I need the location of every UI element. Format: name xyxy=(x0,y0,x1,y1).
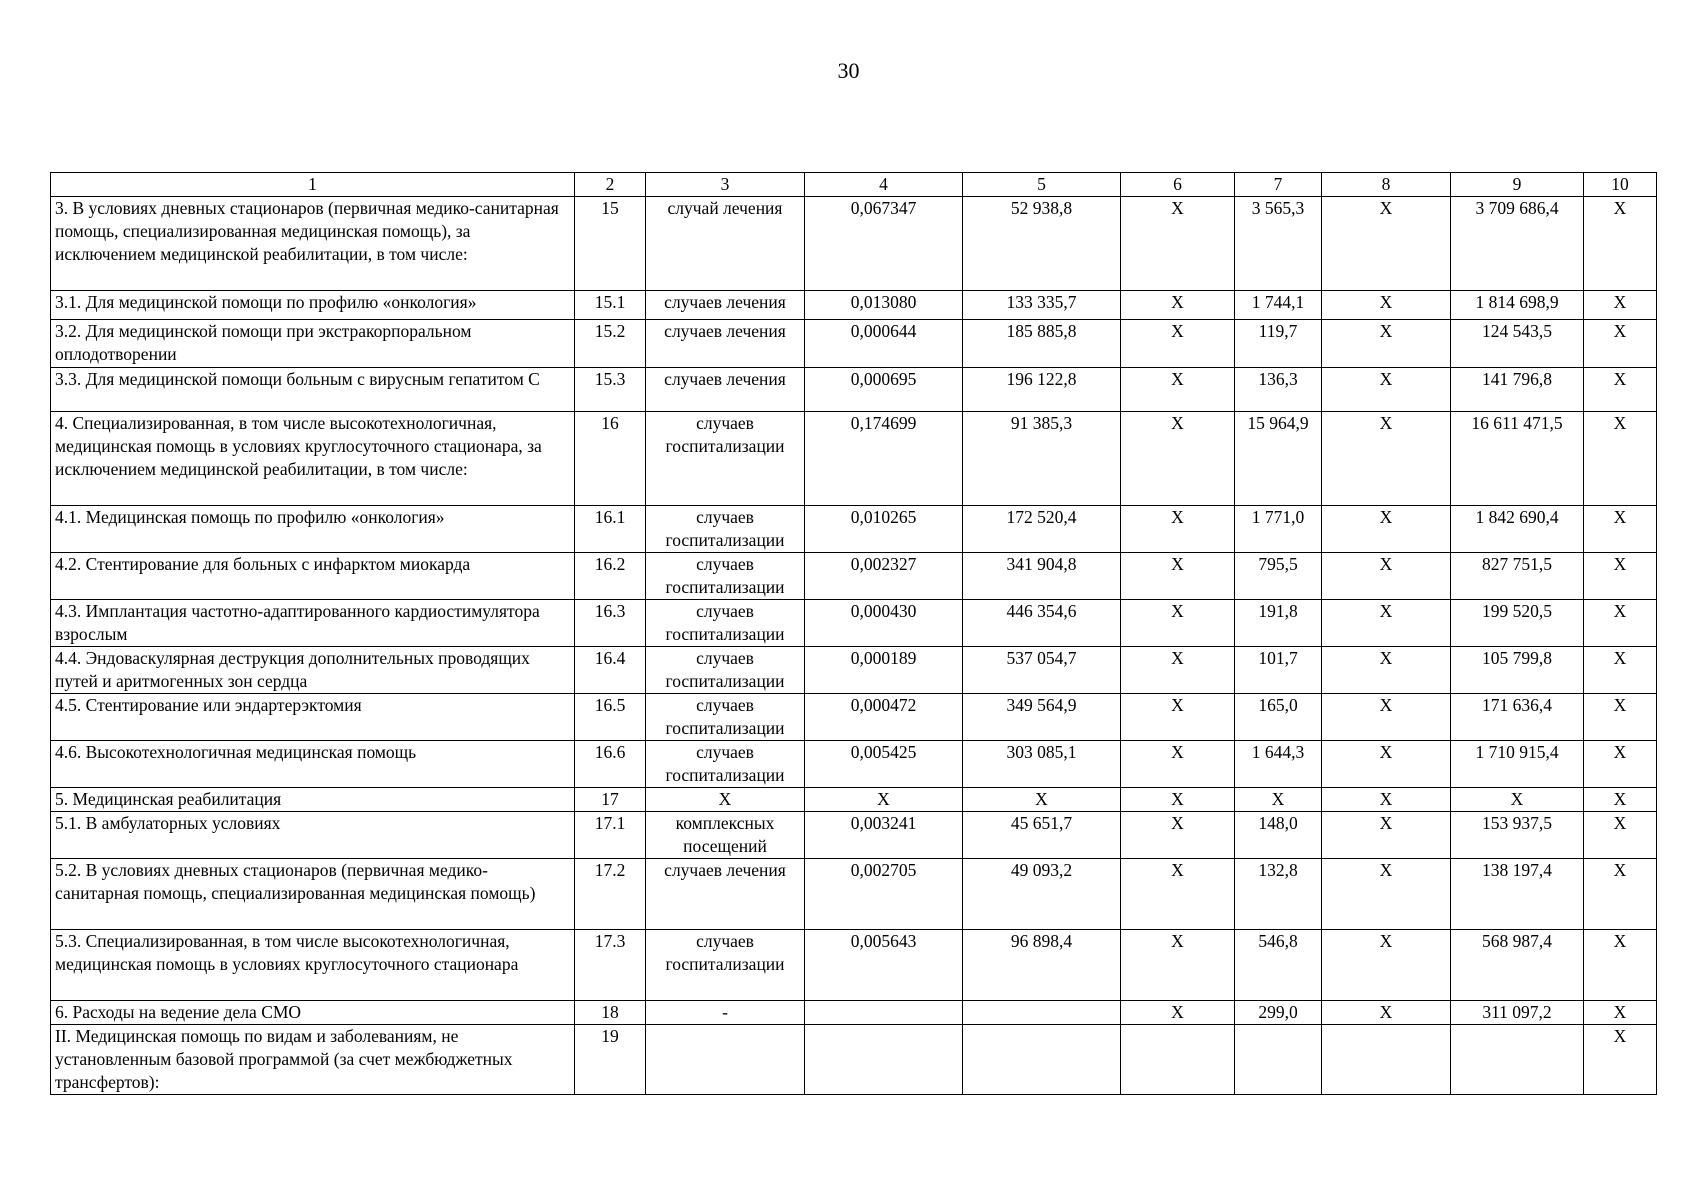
table-row xyxy=(51,600,1657,647)
row-col7-cell: 136,3 xyxy=(1235,368,1322,412)
row-name-cell: 4.5. Стентирование или эндартерэктомия xyxy=(51,694,575,741)
row-unit-cell: случаев лечения xyxy=(646,320,805,368)
row-col10-cell: Х xyxy=(1584,197,1657,291)
row-col4-cell: 0,003241 xyxy=(805,812,963,859)
row-col4-cell: 0,002705 xyxy=(805,859,963,930)
row-col9-cell: 311 097,2 xyxy=(1451,1001,1584,1025)
row-col8-cell: Х xyxy=(1322,1001,1451,1025)
row-unit-cell: случаев госпитализации xyxy=(646,647,805,694)
row-col6-cell: Х xyxy=(1121,320,1235,368)
row-col7-cell: Х xyxy=(1235,788,1322,812)
row-col5-cell: 537 054,7 xyxy=(963,647,1121,694)
row-col5-cell: 185 885,8 xyxy=(963,320,1121,368)
row-col7-cell: 148,0 xyxy=(1235,812,1322,859)
row-col8-cell: Х xyxy=(1322,812,1451,859)
row-col8-cell: Х xyxy=(1322,741,1451,788)
row-name-cell: 5.3. Специализированная, в том числе высокотехнологичная, медицинская помощь в условиях круглосуточного стационара xyxy=(51,930,575,1001)
row-col10-cell: Х xyxy=(1584,647,1657,694)
row-unit-cell xyxy=(646,1025,805,1095)
row-col9-cell: 1 710 915,4 xyxy=(1451,741,1584,788)
column-header: 6 xyxy=(1121,173,1235,197)
row-col10-cell: Х xyxy=(1584,368,1657,412)
row-code-cell: 17.3 xyxy=(575,930,646,1001)
row-col9-cell: 124 543,5 xyxy=(1451,320,1584,368)
row-col7-cell: 191,8 xyxy=(1235,600,1322,647)
row-col9-cell: 827 751,5 xyxy=(1451,553,1584,600)
row-col5-cell: 446 354,6 xyxy=(963,600,1121,647)
row-col4-cell: 0,013080 xyxy=(805,291,963,320)
row-col9-cell: 1 842 690,4 xyxy=(1451,506,1584,553)
row-col6-cell: Х xyxy=(1121,600,1235,647)
row-col8-cell: Х xyxy=(1322,647,1451,694)
row-col6-cell: Х xyxy=(1121,197,1235,291)
row-col4-cell xyxy=(805,1025,963,1095)
row-col9-cell: 138 197,4 xyxy=(1451,859,1584,930)
row-unit-cell: случаев госпитализации xyxy=(646,553,805,600)
row-col7-cell: 3 565,3 xyxy=(1235,197,1322,291)
row-col10-cell: Х xyxy=(1584,788,1657,812)
row-code-cell: 15.2 xyxy=(575,320,646,368)
row-name-cell: 4.1. Медицинская помощь по профилю «онкология» xyxy=(51,506,575,553)
row-col10-cell: Х xyxy=(1584,412,1657,506)
row-unit-cell: случаев госпитализации xyxy=(646,741,805,788)
row-col4-cell: 0,000695 xyxy=(805,368,963,412)
row-name-cell: 4.3. Имплантация частотно-адаптированного кардиостимулятора взрослым xyxy=(51,600,575,647)
row-col7-cell: 1 644,3 xyxy=(1235,741,1322,788)
row-col6-cell: Х xyxy=(1121,553,1235,600)
page-number: 30 xyxy=(837,58,860,83)
row-name-cell: 6. Расходы на ведение дела СМО xyxy=(51,1001,575,1025)
row-col5-cell: 341 904,8 xyxy=(963,553,1121,600)
row-unit-cell: - xyxy=(646,1001,805,1025)
column-header: 9 xyxy=(1451,173,1584,197)
row-col8-cell: Х xyxy=(1322,788,1451,812)
row-col5-cell: 349 564,9 xyxy=(963,694,1121,741)
row-col4-cell: 0,000430 xyxy=(805,600,963,647)
row-col7-cell: 546,8 xyxy=(1235,930,1322,1001)
row-col9-cell: 105 799,8 xyxy=(1451,647,1584,694)
row-unit-cell: случаев госпитализации xyxy=(646,694,805,741)
row-col5-cell: 172 520,4 xyxy=(963,506,1121,553)
header-row xyxy=(51,173,1657,197)
row-col4-cell: 0,000189 xyxy=(805,647,963,694)
row-code-cell: 17 xyxy=(575,788,646,812)
row-col8-cell: Х xyxy=(1322,197,1451,291)
row-col10-cell: Х xyxy=(1584,291,1657,320)
row-col7-cell: 101,7 xyxy=(1235,647,1322,694)
row-name-cell: 5. Медицинская реабилитация xyxy=(51,788,575,812)
row-col5-cell xyxy=(963,1025,1121,1095)
row-code-cell: 16.4 xyxy=(575,647,646,694)
row-col5-cell: 303 085,1 xyxy=(963,741,1121,788)
row-name-cell: 4. Специализированная, в том числе высокотехнологичная, медицинская помощь в условиях круглосуточного стационара, за исключением медицинской реабилитации, в том числе: xyxy=(51,412,575,506)
row-col4-cell: 0,067347 xyxy=(805,197,963,291)
data-table xyxy=(50,172,1657,1095)
row-code-cell: 19 xyxy=(575,1025,646,1095)
row-col4-cell xyxy=(805,1001,963,1025)
row-col10-cell: Х xyxy=(1584,741,1657,788)
table-row xyxy=(51,1001,1657,1025)
row-unit-cell: случаев лечения xyxy=(646,368,805,412)
row-col10-cell: Х xyxy=(1584,600,1657,647)
row-unit-cell: случаев госпитализации xyxy=(646,600,805,647)
row-unit-cell: случаев госпитализации xyxy=(646,506,805,553)
row-col8-cell: Х xyxy=(1322,694,1451,741)
row-col6-cell: Х xyxy=(1121,368,1235,412)
row-col6-cell: Х xyxy=(1121,694,1235,741)
row-col5-cell: 49 093,2 xyxy=(963,859,1121,930)
table-row xyxy=(51,291,1657,320)
row-code-cell: 18 xyxy=(575,1001,646,1025)
table-row xyxy=(51,647,1657,694)
table-row xyxy=(51,788,1657,812)
column-header: 5 xyxy=(963,173,1121,197)
row-col4-cell: 0,174699 xyxy=(805,412,963,506)
column-header: 1 xyxy=(51,173,575,197)
row-unit-cell: случаев лечения xyxy=(646,859,805,930)
row-code-cell: 16.6 xyxy=(575,741,646,788)
row-col6-cell: Х xyxy=(1121,859,1235,930)
row-name-cell: 4.4. Эндоваскулярная деструкция дополнительных проводящих путей и аритмогенных зон сердца xyxy=(51,647,575,694)
row-code-cell: 17.2 xyxy=(575,859,646,930)
row-col5-cell: 96 898,4 xyxy=(963,930,1121,1001)
row-col5-cell xyxy=(963,1001,1121,1025)
row-col9-cell: 3 709 686,4 xyxy=(1451,197,1584,291)
row-code-cell: 15.3 xyxy=(575,368,646,412)
table-row xyxy=(51,553,1657,600)
row-code-cell: 16 xyxy=(575,412,646,506)
row-name-cell: 5.1. В амбулаторных условиях xyxy=(51,812,575,859)
row-name-cell: 3.3. Для медицинской помощи больным с вирусным гепатитом С xyxy=(51,368,575,412)
table-row xyxy=(51,930,1657,1001)
row-col8-cell xyxy=(1322,1025,1451,1095)
row-name-cell: 5.2. В условиях дневных стационаров (первичная медико-санитарная помощь, специализированная медицинская помощь) xyxy=(51,859,575,930)
row-col6-cell: Х xyxy=(1121,506,1235,553)
row-col7-cell: 165,0 xyxy=(1235,694,1322,741)
row-col6-cell xyxy=(1121,1025,1235,1095)
row-col9-cell: 1 814 698,9 xyxy=(1451,291,1584,320)
row-col10-cell: Х xyxy=(1584,320,1657,368)
row-unit-cell: комплексных посещений xyxy=(646,812,805,859)
row-col4-cell: 0,002327 xyxy=(805,553,963,600)
row-col4-cell: 0,000472 xyxy=(805,694,963,741)
row-name-cell: II. Медицинская помощь по видам и заболеваниям, не установленным базовой программой (за счет межбюджетных трансфертов): xyxy=(51,1025,575,1095)
row-col9-cell: 153 937,5 xyxy=(1451,812,1584,859)
table-row xyxy=(51,197,1657,291)
row-unit-cell: Х xyxy=(646,788,805,812)
row-col5-cell: 196 122,8 xyxy=(963,368,1121,412)
row-col7-cell: 1 744,1 xyxy=(1235,291,1322,320)
row-col6-cell: Х xyxy=(1121,647,1235,694)
row-col9-cell: 16 611 471,5 xyxy=(1451,412,1584,506)
row-col8-cell: Х xyxy=(1322,553,1451,600)
table-row xyxy=(51,694,1657,741)
table-row xyxy=(51,859,1657,930)
row-unit-cell: случай лечения xyxy=(646,197,805,291)
row-unit-cell: случаев госпитализации xyxy=(646,930,805,1001)
row-name-cell: 4.2. Стентирование для больных с инфарктом миокарда xyxy=(51,553,575,600)
table-row xyxy=(51,320,1657,368)
column-header: 10 xyxy=(1584,173,1657,197)
row-code-cell: 16.2 xyxy=(575,553,646,600)
row-col10-cell: Х xyxy=(1584,930,1657,1001)
row-col7-cell: 299,0 xyxy=(1235,1001,1322,1025)
row-code-cell: 15 xyxy=(575,197,646,291)
row-col5-cell: 91 385,3 xyxy=(963,412,1121,506)
row-col6-cell: Х xyxy=(1121,812,1235,859)
row-col9-cell: 171 636,4 xyxy=(1451,694,1584,741)
row-col7-cell: 795,5 xyxy=(1235,553,1322,600)
row-col5-cell: 52 938,8 xyxy=(963,197,1121,291)
row-name-cell: 3.1. Для медицинской помощи по профилю «онкология» xyxy=(51,291,575,320)
column-header: 7 xyxy=(1235,173,1322,197)
row-col4-cell: 0,000644 xyxy=(805,320,963,368)
column-header: 2 xyxy=(575,173,646,197)
row-col4-cell: 0,005643 xyxy=(805,930,963,1001)
row-col9-cell: Х xyxy=(1451,788,1584,812)
row-col10-cell: Х xyxy=(1584,1025,1657,1095)
row-col8-cell: Х xyxy=(1322,291,1451,320)
row-col9-cell: 141 796,8 xyxy=(1451,368,1584,412)
row-col8-cell: Х xyxy=(1322,859,1451,930)
row-col8-cell: Х xyxy=(1322,320,1451,368)
row-col9-cell: 199 520,5 xyxy=(1451,600,1584,647)
row-col6-cell: Х xyxy=(1121,1001,1235,1025)
row-col8-cell: Х xyxy=(1322,930,1451,1001)
row-col5-cell: 133 335,7 xyxy=(963,291,1121,320)
column-header: 4 xyxy=(805,173,963,197)
row-col10-cell: Х xyxy=(1584,506,1657,553)
row-col9-cell xyxy=(1451,1025,1584,1095)
row-col7-cell: 132,8 xyxy=(1235,859,1322,930)
row-code-cell: 15.1 xyxy=(575,291,646,320)
row-col7-cell: 119,7 xyxy=(1235,320,1322,368)
row-col10-cell: Х xyxy=(1584,553,1657,600)
row-col9-cell: 568 987,4 xyxy=(1451,930,1584,1001)
row-col5-cell: 45 651,7 xyxy=(963,812,1121,859)
row-code-cell: 17.1 xyxy=(575,812,646,859)
column-header: 8 xyxy=(1322,173,1451,197)
row-col6-cell: Х xyxy=(1121,788,1235,812)
column-header: 3 xyxy=(646,173,805,197)
table-row xyxy=(51,412,1657,506)
row-name-cell: 3.2. Для медицинской помощи при экстракорпоральном оплодотворении xyxy=(51,320,575,368)
table-row xyxy=(51,506,1657,553)
row-col10-cell: Х xyxy=(1584,694,1657,741)
row-col6-cell: Х xyxy=(1121,412,1235,506)
row-col4-cell: 0,010265 xyxy=(805,506,963,553)
row-col7-cell: 15 964,9 xyxy=(1235,412,1322,506)
table-row xyxy=(51,368,1657,412)
table-row xyxy=(51,1025,1657,1095)
row-col10-cell: Х xyxy=(1584,812,1657,859)
row-col6-cell: Х xyxy=(1121,741,1235,788)
row-col8-cell: Х xyxy=(1322,368,1451,412)
row-col10-cell: Х xyxy=(1584,1001,1657,1025)
row-col4-cell: 0,005425 xyxy=(805,741,963,788)
row-unit-cell: случаев лечения xyxy=(646,291,805,320)
row-col8-cell: Х xyxy=(1322,506,1451,553)
row-unit-cell: случаев госпитализации xyxy=(646,412,805,506)
row-code-cell: 16.5 xyxy=(575,694,646,741)
row-col4-cell: Х xyxy=(805,788,963,812)
table-row xyxy=(51,741,1657,788)
row-col6-cell: Х xyxy=(1121,930,1235,1001)
row-col7-cell: 1 771,0 xyxy=(1235,506,1322,553)
row-col7-cell xyxy=(1235,1025,1322,1095)
row-col8-cell: Х xyxy=(1322,600,1451,647)
row-col5-cell: Х xyxy=(963,788,1121,812)
row-name-cell: 4.6. Высокотехнологичная медицинская помощь xyxy=(51,741,575,788)
row-col10-cell: Х xyxy=(1584,859,1657,930)
row-code-cell: 16.1 xyxy=(575,506,646,553)
row-col8-cell: Х xyxy=(1322,412,1451,506)
table-row xyxy=(51,812,1657,859)
row-col6-cell: Х xyxy=(1121,291,1235,320)
row-name-cell: 3. В условиях дневных стационаров (первичная медико-санитарная помощь, специализированная медицинская помощь), за исключением медицинской реабилитации, в том числе: xyxy=(51,197,575,291)
row-code-cell: 16.3 xyxy=(575,600,646,647)
